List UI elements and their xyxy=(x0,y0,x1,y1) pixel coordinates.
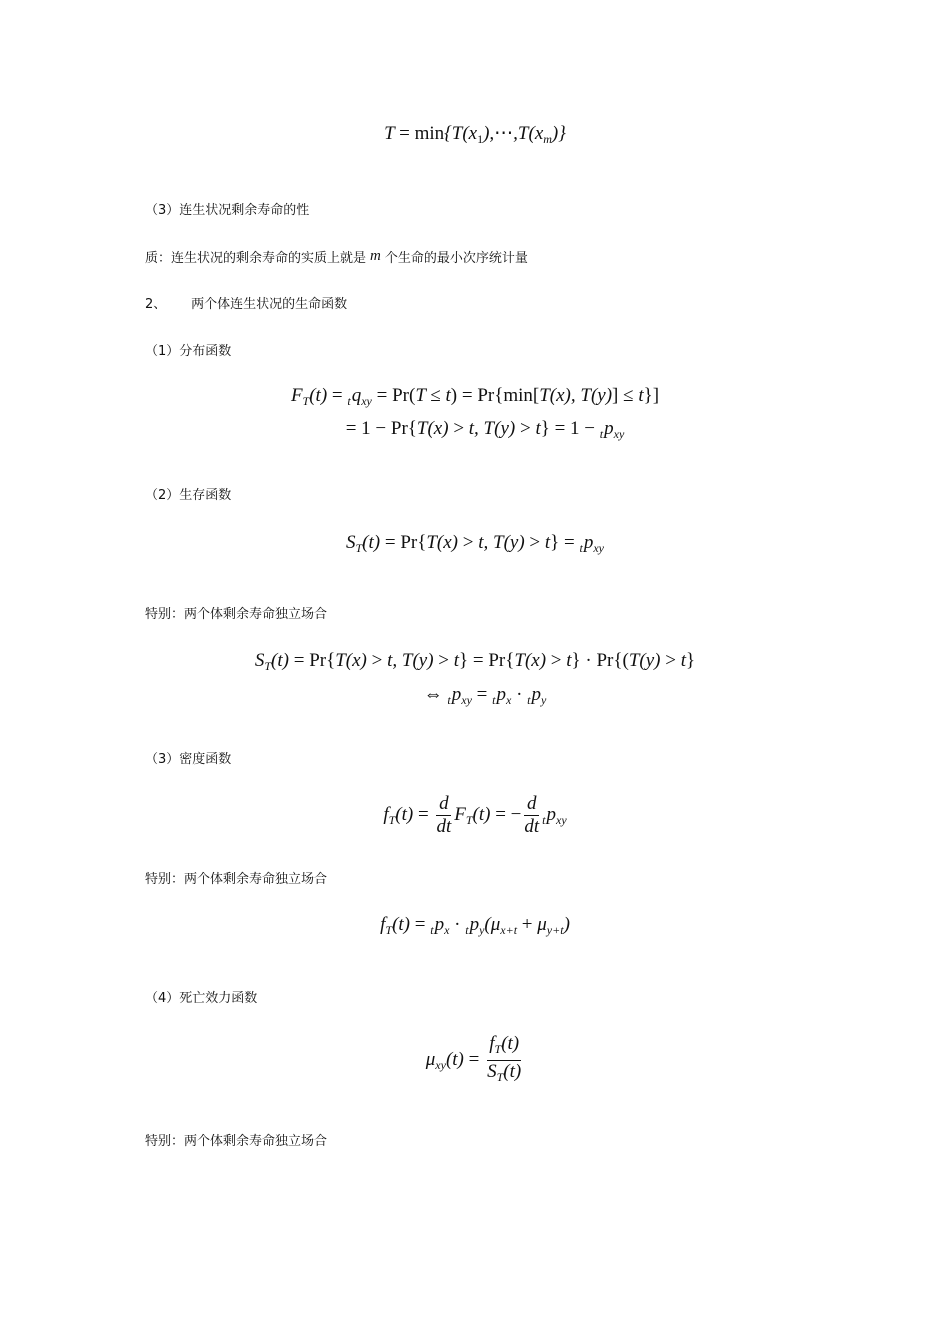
equation-survival: $S_T(t) = Pr\{T(x) > t$, $T(y) > t\} = _tp_{xy}$ xyxy=(345,532,604,555)
equation-min: $T = \min\{T(x_1),\cdots,T(x_m)\}$ xyxy=(384,123,566,146)
equation-survival-independent-line2: ⇔ $_tp_{xy} = _tp_x \cdot _tp_y$ xyxy=(423,684,547,707)
equation-distribution-line1: $F_T(t) = _tq_{xy} = Pr(T \le t) = Pr\{\min[T(x)$, T(y)] ≤ t}] xyxy=(290,385,660,408)
equation-survival-independent-line1: $S_T(t) = Pr\{T(x) > t$, T(y) > t} = Pr{T(x) > t} · Pr{(T(y) > t} xyxy=(254,650,696,673)
heading-distribution-function: （1）分布函数 xyxy=(145,344,232,359)
equation-density-independent: $f_T(t) = _tp_x \cdot _tp_y(\mu_{x+t} + \mu_{y+t})$ xyxy=(380,914,570,937)
section-heading-2: 2、 两个体连生状况的生命函数 xyxy=(145,297,348,312)
equation-density: $f_T(t)$ = $\frac{d}{dt}$ $F_T(t)$ = − $\frac{d}{dt}$ $_tp_{xy}$ xyxy=(383,793,567,837)
variable-m: m xyxy=(370,248,381,264)
paragraph-property-body xyxy=(145,247,528,268)
fraction-d-dt-1: $\frac{d}{dt}$ xyxy=(436,793,452,837)
fraction-f-over-s: $\frac{f_T(t)}{S_T(t)}$ xyxy=(487,1033,522,1084)
heading-density-function: （3）密度函数 xyxy=(145,752,232,767)
paragraph-independent-3: 特别：两个体剩余寿命独立场合 xyxy=(145,1134,328,1149)
paragraph-independent-2: 特别：两个体剩余寿命独立场合 xyxy=(145,872,328,887)
equation-distribution-line2: = 1 − Pr{T(x) > t, $T(y) > t\} = 1 - _tp_{xy}$ xyxy=(345,418,625,441)
equation-force-of-mortality: $\mu_{xy}(t)$ = $\frac{f_T(t)}{S_T(t)}$ xyxy=(0,1033,950,1088)
property-text-after: 个生命的最小次序统计量 xyxy=(384,251,528,266)
heading-survival-function: （2）生存函数 xyxy=(145,488,232,503)
paragraph-independent-1: 特别：两个体剩余寿命独立场合 xyxy=(145,607,328,622)
property-text-before: 质：连生状况的剩余寿命的实质上就是 xyxy=(145,251,367,266)
fraction-d-dt-2: $\frac{d}{dt}$ xyxy=(524,793,540,837)
heading-force-of-mortality: （4）死亡效力函数 xyxy=(145,991,258,1006)
paragraph-property-heading: （3）连生状况剩余寿命的性 xyxy=(145,203,310,218)
